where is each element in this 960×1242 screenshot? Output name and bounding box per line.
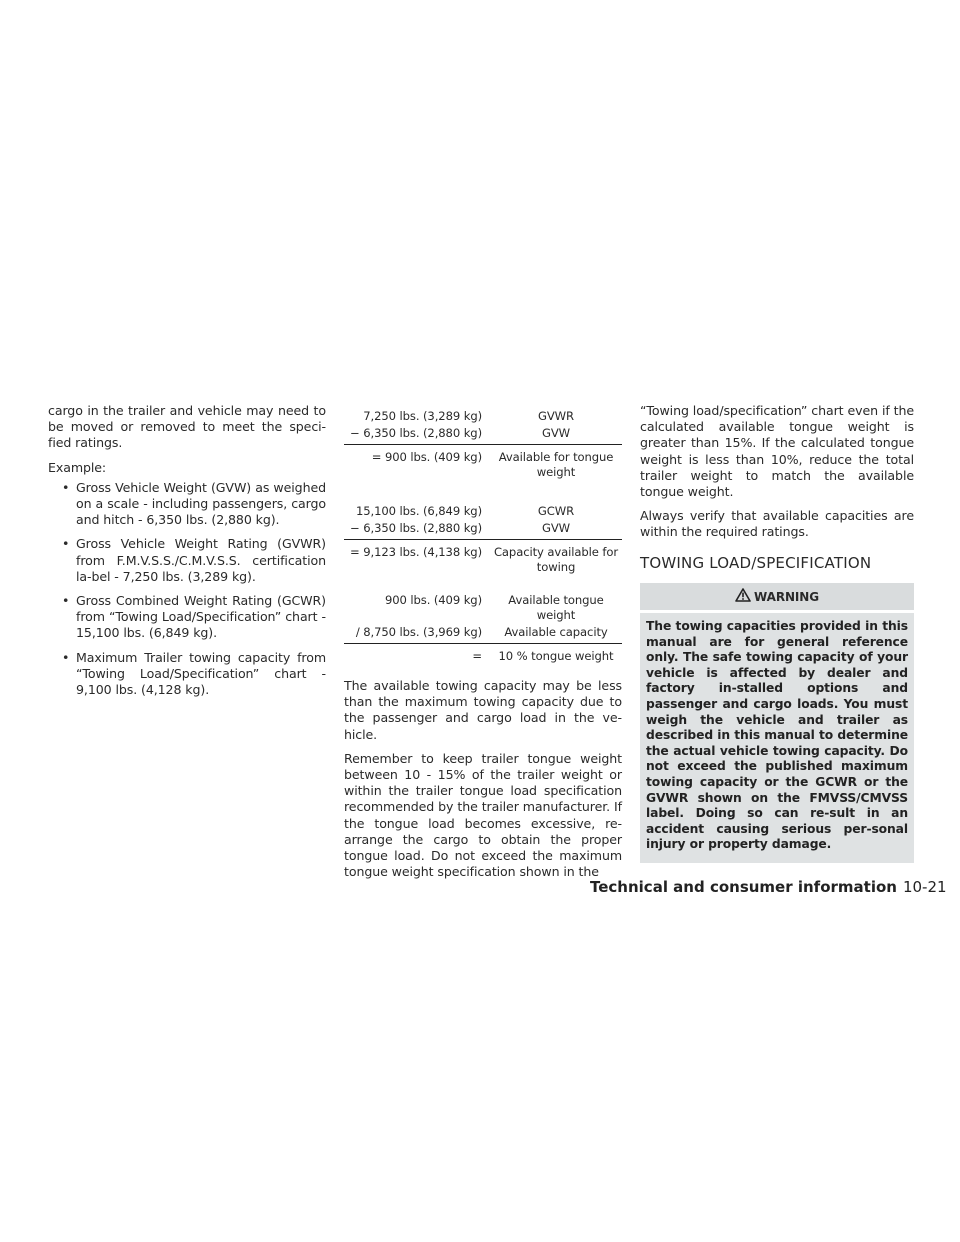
column-right — [640, 403, 914, 863]
example-label: Example: — [48, 459, 107, 475]
example-list — [48, 480, 326, 698]
section-title: TOWING LOAD/SPECIFICATION — [640, 553, 872, 572]
calc-label: GVW — [541, 426, 571, 440]
calc-row — [344, 521, 622, 540]
calc-value: − 6,350 lbs. (2,880 kg) — [350, 426, 482, 440]
column-middle — [344, 409, 622, 888]
calc-row — [344, 545, 622, 575]
calc-label: 10 % tongue weight — [498, 649, 614, 663]
calc-row — [344, 409, 622, 424]
warning-triangle-icon — [735, 588, 754, 606]
column-left — [48, 403, 326, 706]
calc-value: − 6,350 lbs. (2,880 kg) — [350, 521, 482, 535]
calc-row — [344, 593, 622, 623]
calc-row — [344, 450, 622, 480]
list-item: • Gross Vehicle Weight (GVW) as weighed on a scale - including passengers, cargo and hitch - 6,350 lbs. (2,880 kg). — [48, 480, 326, 529]
calc-value: = 900 lbs. (409 kg) — [371, 450, 482, 464]
calc-value: 15,100 lbs. (6,849 kg) — [355, 504, 482, 518]
calc-tongue-weight — [344, 409, 622, 480]
calc-label: Available tongue weight — [508, 593, 604, 622]
calc-label: GVWR — [537, 409, 575, 423]
list-item: • Gross Combined Weight Rating (GCWR) from “Towing Load/Specification” chart - 15,100 lbs. (6,849 kg). — [48, 593, 326, 642]
capacity-note-paragraph: The available towing capacity may be less than the maximum towing capacity due to the passenger and cargo load in the ve-hicle. — [344, 678, 622, 742]
calc-label: GCWR — [537, 504, 575, 518]
intro-paragraph: cargo in the trailer and vehicle may need to be moved or removed to meet the speci-fied ratings. — [48, 403, 326, 451]
calc-tongue-percent — [344, 593, 622, 664]
chart-note-paragraph: “Towing load/specification” chart even if the calculated available tongue weight is greater than 15%. If the calculated tongue weight is less than 10%, reduce the total trailer weight to match the available tongue weight. — [640, 403, 914, 500]
page-number: 10-21 — [902, 878, 947, 896]
calc-row — [344, 649, 622, 664]
calc-value: = 9,123 lbs. (4,138 kg) — [350, 545, 482, 559]
calc-label: Available capacity — [504, 625, 608, 639]
tongue-weight-paragraph: Remember to keep trailer tongue weight between 10 - 15% of the trailer weight or within the trailer tongue load specification recommended by the trailer manufacturer. If the tongue load becomes excessive, re-arrange the cargo to obtain the proper tongue load. Do not exceed the maximum tongue weight specification shown in the — [344, 750, 622, 880]
page-footer — [590, 877, 947, 896]
calc-row — [344, 426, 622, 445]
list-item: • Maximum Trailer towing capacity from “Towing Load/Specification” chart - 9,100 lbs. (4,128 kg). — [48, 650, 326, 699]
calc-towing-capacity — [344, 504, 622, 575]
warning-text: The towing capacities provided in this manual are for general reference only. The safe towing capacity of your vehicle is affected by dealer and factory in-stalled options and passenger and cargo loads. You must weigh the vehicle and trailer as described in this manual to determine the actual vehicle towing capacity. Do not exceed the published maximum towing capacity or the GCWR or the GVWR shown on the FMVSS/CMVSS label. Doing so can re-sult in an accident causing serious per-sonal injury or property damage. — [640, 610, 914, 863]
calc-row — [344, 504, 622, 519]
warning-header — [640, 583, 914, 610]
calc-value: 900 lbs. (409 kg) — [384, 593, 482, 607]
calc-value: / 8,750 lbs. (3,969 kg) — [355, 625, 482, 639]
calc-label: GVW — [541, 521, 571, 535]
list-item: • Gross Vehicle Weight Rating (GVWR) from F.M.V.S.S./C.M.V.S.S. certification la-bel - 7,250 lbs. (3,289 kg). — [48, 536, 326, 585]
calc-label: Available for tongue weight — [498, 450, 614, 479]
calc-label: Capacity available for towing — [493, 545, 619, 574]
calc-value: = — [472, 649, 482, 663]
verify-paragraph: Always verify that available capacities are within the required ratings. — [640, 508, 914, 540]
calc-row — [344, 625, 622, 644]
footer-section-title: Technical and consumer information — [590, 878, 897, 896]
warning-label: WARNING — [754, 589, 819, 604]
calc-value: 7,250 lbs. (3,289 kg) — [363, 409, 482, 423]
warning-box — [640, 583, 914, 863]
